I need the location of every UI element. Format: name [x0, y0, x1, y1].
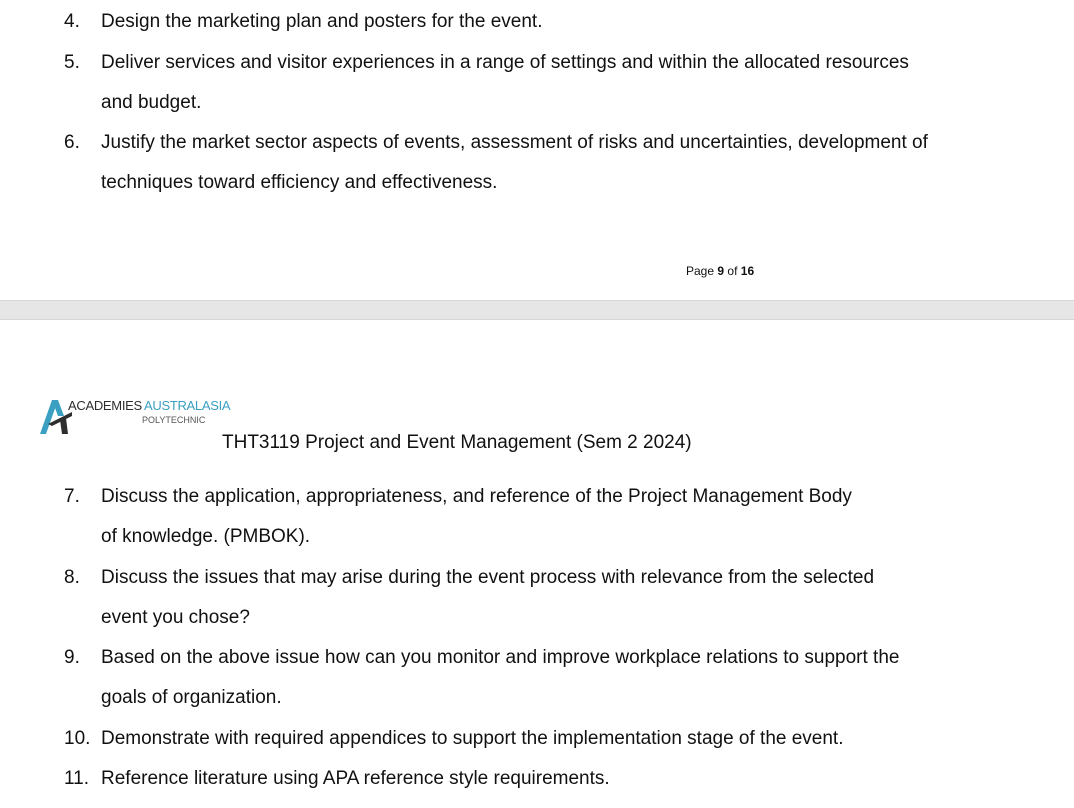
list-number: 9. — [64, 647, 80, 668]
page-number — [686, 264, 754, 278]
list-text: Justify the market sector aspects of events, assessment of risks and uncertainties, development of — [101, 132, 928, 153]
document-page-top — [0, 0, 1074, 300]
page-number-prefix: Page — [686, 264, 715, 278]
list-number: 8. — [64, 567, 80, 588]
list-text: Deliver services and visitor experiences in a range of settings and within the allocated resources — [101, 52, 909, 73]
list-text: Design the marketing plan and posters for the event. — [101, 11, 543, 32]
academies-australasia-logo — [38, 396, 231, 438]
course-title: THT3119 Project and Event Management (Sem 2 2024) — [222, 432, 692, 453]
list-text: Reference literature using APA reference style requirements. — [101, 768, 610, 789]
logo-text-australasia: AUSTRALASIA — [144, 398, 231, 413]
list-number: 10. — [64, 728, 91, 749]
list-text: techniques toward efficiency and effectiveness. — [101, 172, 498, 193]
list-text: of knowledge. (PMBOK). — [101, 526, 311, 547]
logo-text-academies: ACADEMIES — [68, 398, 142, 413]
list-text: goals of organization. — [101, 687, 282, 708]
list-text: Discuss the application, appropriateness, and reference of the Project Management Body — [101, 486, 852, 507]
list-number: 5. — [64, 52, 80, 73]
list-text: and budget. — [101, 92, 202, 113]
list-number: 11. — [64, 768, 90, 789]
list-text: Demonstrate with required appendices to support the implementation stage of the event. — [101, 728, 844, 749]
list-text: Based on the above issue how can you monitor and improve workplace relations to support the — [101, 647, 900, 668]
list-text: event you chose? — [101, 607, 250, 628]
logo-text-polytechnic: POLYTECHNIC — [142, 415, 206, 425]
list-number: 4. — [64, 11, 80, 32]
page-number-total: 16 — [740, 264, 755, 278]
page-number-current: 9 — [717, 264, 725, 278]
list-text: Discuss the issues that may arise during the event process with relevance from the selected — [101, 567, 875, 588]
page-number-of: of — [727, 264, 738, 278]
page-separator — [0, 300, 1074, 320]
list-number: 7. — [64, 486, 80, 507]
list-number: 6. — [64, 132, 80, 153]
